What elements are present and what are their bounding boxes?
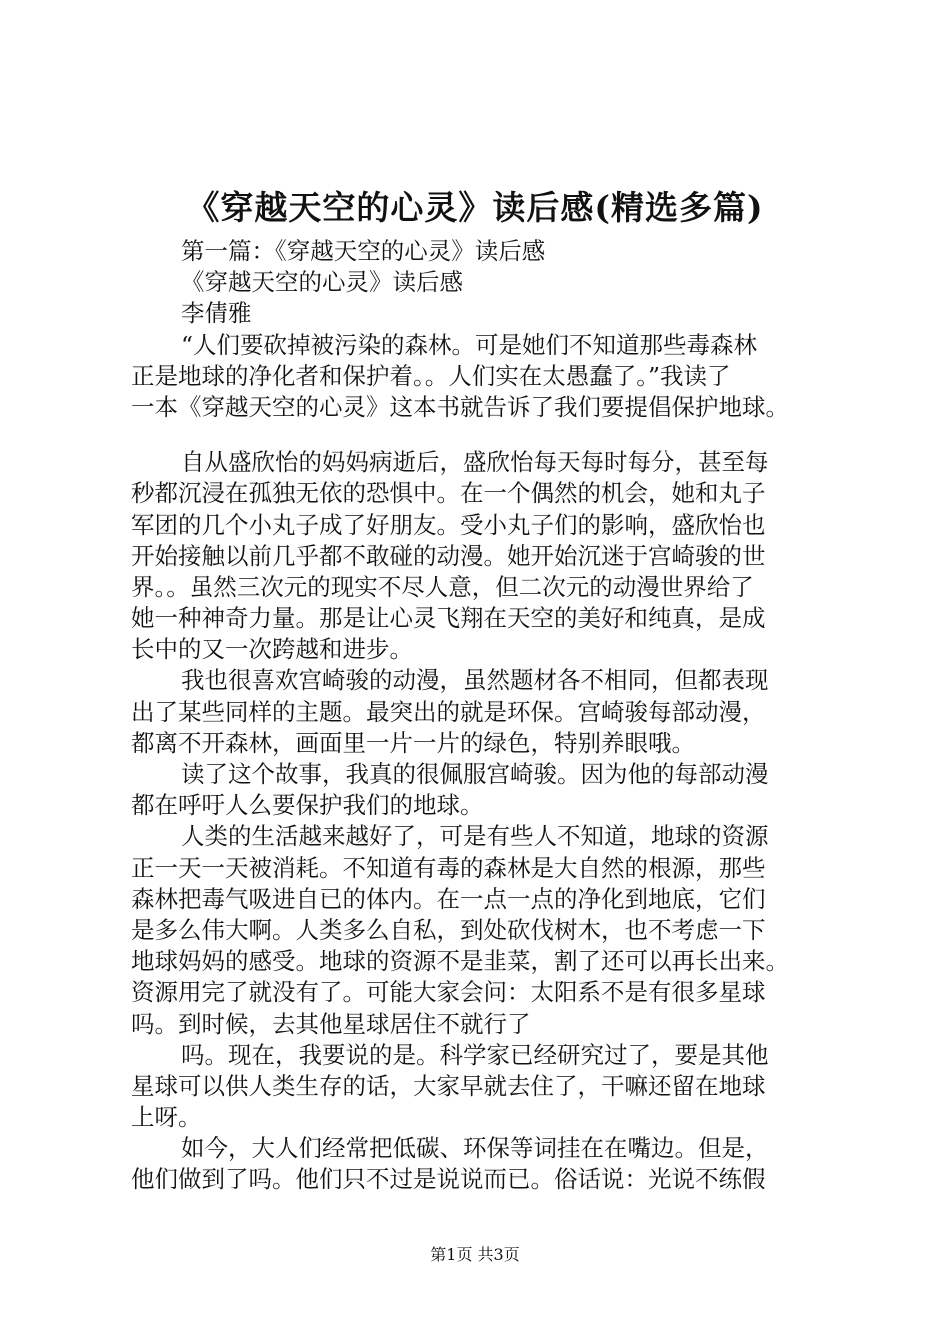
text-line: 第一篇：《穿越天空的心灵》读后感	[181, 237, 546, 265]
text-line: 出了某些同样的主题。最突出的就是环保。宫崎骏每部动漫，	[131, 697, 766, 726]
text-line: 是多么伟大啊。人类多么自私，到处砍伐树木，也不考虑一下	[131, 915, 766, 944]
text-line: 军团的几个小丸子成了好朋友。受小丸子们的影响，盛欣怡也	[131, 510, 766, 539]
text-line: 李倩雅	[181, 299, 252, 328]
page-footer: 第1页 共3页	[430, 1245, 520, 1264]
text-line: “人们要砍掉被污染的森林。可是她们不知道那些毒森林	[181, 330, 758, 359]
paragraph-gap	[131, 423, 831, 447]
paragraph	[131, 821, 831, 1039]
text-line: 森林把毒气吸进自已的体内。在一点一点的净化到地底，它们	[131, 884, 766, 913]
paragraph	[131, 759, 831, 821]
document-title: 《穿越天空的心灵》读后感(精选多篇)	[186, 188, 764, 227]
text-line: 自从盛欣怡的妈妈病逝后，盛欣怡每天每时每分，甚至每	[181, 448, 769, 477]
paragraph	[131, 236, 831, 267]
paragraph	[131, 298, 831, 329]
text-line: 星球可以供人类生存的话，大家早就去住了，干嘛还留在地球	[131, 1071, 766, 1100]
text-line: 一本《穿越天空的心灵》这本书就告诉了我们要提倡保护地球。	[131, 392, 789, 421]
text-line: 都在呼吁人么要保护我们的地球。	[131, 791, 484, 820]
text-line: 如今，大人们经常把低碳、环保等词挂在在嘴边。但是，	[181, 1134, 769, 1163]
text-line: 我也很喜欢宫崎骏的动漫，虽然题材各不相同，但都表现	[181, 666, 769, 695]
text-line: 她一种神奇力量。那是让心灵飞翔在天空的美好和纯真，是成	[131, 604, 766, 633]
document-body	[131, 236, 831, 1196]
text-line: 正一天一天被消耗。不知道有毒的森林是大自然的根源，那些	[131, 853, 766, 882]
paragraph	[131, 665, 831, 759]
paragraph	[131, 330, 831, 424]
paragraph	[131, 447, 831, 665]
text-line: 开始接触以前几乎都不敢碰的动漫。她开始沉迷于宫崎骏的世	[131, 541, 766, 570]
text-line: 吗。现在，我要说的是。科学家已经研究过了，要是其他	[181, 1040, 769, 1069]
text-line: 都离不开森林，画面里一片一片的绿色，特别养眼哦。	[131, 728, 695, 757]
text-line: 地球妈妈的感受。地球的资源不是韭菜，割了还可以再长出来。	[131, 947, 789, 976]
text-line: 上呀。	[131, 1103, 202, 1132]
paragraph	[131, 1040, 831, 1134]
text-line: 读了这个故事，我真的很佩服宫崎骏。因为他的每部动漫	[181, 760, 769, 788]
text-line: 吗。到时候，去其他星球居住不就行了	[131, 1009, 531, 1038]
text-line: 长中的又一次跨越和进步。	[131, 635, 413, 664]
text-line: 他们做到了吗。他们只不过是说说而已。俗话说：光说不练假	[131, 1165, 766, 1194]
text-line: 《穿越天空的心灵》读后感	[181, 268, 463, 297]
text-line: 资源用完了就没有了。可能大家会问：太阳系不是有很多星球	[131, 978, 766, 1007]
text-line: 界。。虽然三次元的现实不尽人意，但二次元的动漫世界给了	[131, 572, 754, 601]
text-line: 秒都沉浸在孤独无依的恐惧中。在一个偶然的机会，她和丸子	[131, 479, 766, 508]
paragraph	[131, 1133, 831, 1195]
text-line: 人类的生活越来越好了，可是有些人不知道，地球的资源	[181, 822, 769, 851]
text-line: 正是地球的净化者和保护着。。人们实在太愚蠢了。”我读了	[131, 361, 731, 390]
paragraph	[131, 267, 831, 298]
